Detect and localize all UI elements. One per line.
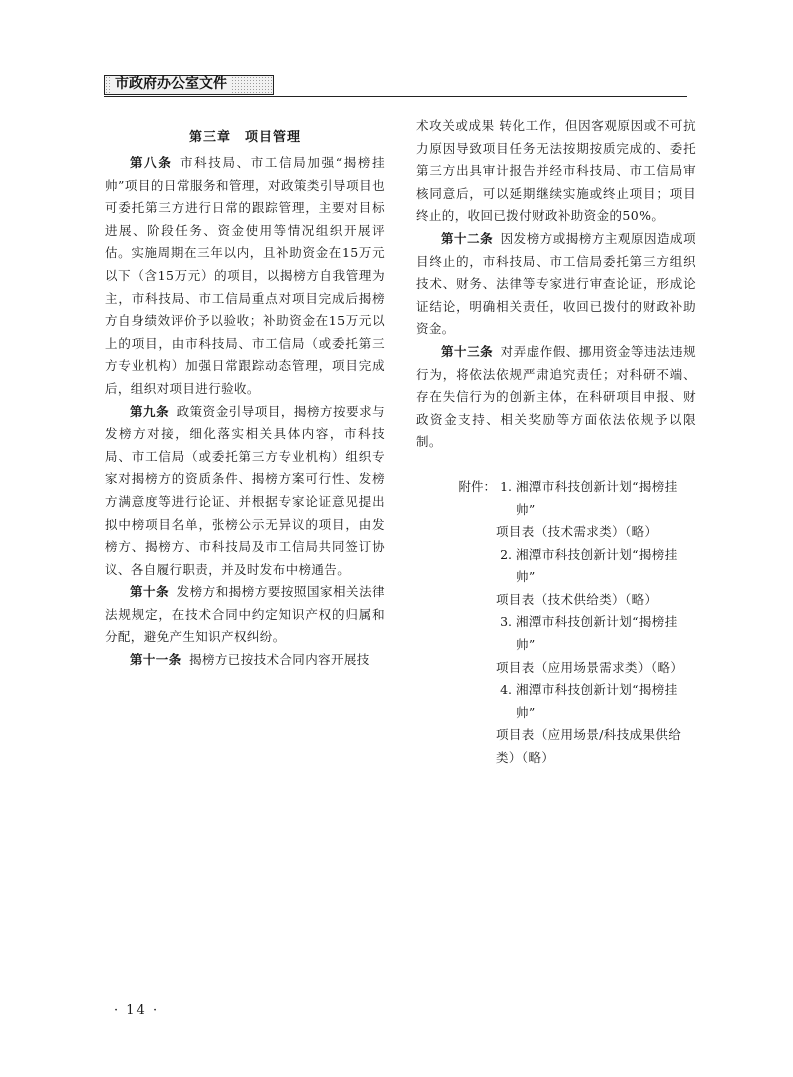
indent-spacer bbox=[416, 521, 496, 544]
article-12 bbox=[416, 228, 696, 341]
attachment-number: 3. bbox=[500, 614, 512, 630]
article-text: 发榜方和揭榜方要按照国家相关法律法规规定，在技术合同中约定知识产权的归属和分配，避免产生知识产权纠纷。 bbox=[105, 584, 386, 645]
article-11 bbox=[105, 649, 385, 672]
indent-spacer bbox=[416, 724, 496, 747]
indent-spacer bbox=[416, 657, 496, 680]
article-11-continuation: 术攻关或成果 转化工作，但因客观原因或不可抗力原因导致项目任务无法按期按质完成的、委托第三方出具审计报告并经市科技局、市工信局审核同意后，可以延期继续实施或终止项目；项目终止的，收回已拨付财政补助资金的50%。 bbox=[416, 118, 696, 224]
article-8 bbox=[105, 152, 385, 401]
article-text: 市科技局、市工信局加强“揭榜挂帅”项目的日常服务和管理，对政策类引导项目也可委托第三方进行日常的跟踪管理，主要对目标进展、阶段任务、资金使用等情况组织开展评估。实施周期在三年以内，且补助资金在15万元以下（含15万元）的项目，以揭榜方自我管理为主，市科技局、市工信局重点对项目完成后揭榜方自身绩效评价予以验收；补助资金在15万元以上的项目，由市科技局、市工信局（或委托第三方专业机构）加强日常跟踪动态管理，项目完成后，组织对项目进行验收。 bbox=[105, 155, 385, 396]
article-number: 第十一条 bbox=[130, 652, 182, 668]
article-number: 第十三条 bbox=[441, 343, 494, 359]
indent-spacer bbox=[416, 679, 496, 724]
article-number: 第九条 bbox=[130, 403, 170, 419]
indent-spacer bbox=[416, 544, 496, 589]
attachment-title: 项目表（应用场景/科技成果供给 bbox=[496, 727, 682, 743]
attachment-item bbox=[416, 476, 696, 521]
attachment-item bbox=[416, 544, 696, 589]
article-9 bbox=[105, 401, 385, 582]
attachment-item bbox=[416, 679, 696, 724]
header-title: 市政府办公室文件 bbox=[111, 76, 231, 93]
chapter-title: 第三章 项目管理 bbox=[188, 130, 301, 145]
article-number: 第八条 bbox=[130, 155, 173, 170]
attachment-title: 项目表（应用场景需求类）（略） bbox=[496, 659, 684, 675]
attachment-title: 湘潭市科技创新计划“揭榜挂帅” bbox=[516, 478, 678, 517]
attachment-title: 湘潭市科技创新计划“揭榜挂帅” bbox=[516, 546, 678, 585]
attachment-item-line bbox=[416, 657, 696, 680]
article-10 bbox=[105, 581, 385, 649]
article-text: 政策资金引导项目，揭榜方按要求与发榜方对接，细化落实相关具体内容，市科技局、市工信局（或委托第三方专业机构）组织专家对揭榜方的资质条件、揭榜方案可行性、发榜方满意度等进行论证、并根据专家论证意见提出拟中榜项目名单，张榜公示无异议的项目，由发榜方、揭榜方、市科技局及市工信局共同签订协议、各自履行职责，并及时发布中榜通告。 bbox=[105, 403, 386, 577]
header-rule bbox=[104, 96, 687, 97]
attachment-title: 湘潭市科技创新计划“揭榜挂帅” bbox=[516, 682, 678, 720]
article-text: 因发榜方或揭榜方主观原因造成项目终止的，市科技局、市工信局委托第三方组织技术、财务、法律等专家进行审查论证，形成论证结论，明确相关责任，收回已拨付的财政补助资金。 bbox=[416, 230, 696, 337]
article-number: 第十二条 bbox=[441, 230, 494, 246]
left-column bbox=[105, 118, 385, 672]
attachment-title: 项目表（技术供给类）（略） bbox=[496, 591, 658, 607]
attachments-list bbox=[416, 476, 696, 770]
article-text: 揭榜方已按技术合同内容开展技 bbox=[189, 652, 370, 668]
attachment-title: 类）（略） bbox=[496, 750, 555, 766]
attachment-number: 2. bbox=[500, 546, 512, 562]
attachment-item-line bbox=[416, 589, 696, 612]
indent-spacer bbox=[416, 611, 496, 656]
article-text: 对弄虚作假、挪用资金等违法违规行为，将依法依规严肃追究责任；对科研不端、存在失信行为的创新主体，在科研项目申报、财政资金支持、相关奖励等方面依法依规予以限制。 bbox=[416, 343, 696, 450]
attachment-title: 项目表（技术需求类）（略） bbox=[496, 524, 658, 540]
attachment-item-line bbox=[416, 521, 696, 544]
page-number: · 14 · bbox=[114, 1003, 160, 1018]
attachment-number: 4. bbox=[500, 682, 512, 698]
indent-spacer bbox=[416, 589, 496, 612]
attachment-item-line bbox=[416, 747, 696, 770]
article-13 bbox=[416, 341, 696, 454]
document-header bbox=[104, 75, 687, 95]
article-number: 第十条 bbox=[130, 584, 170, 600]
attachment-item bbox=[416, 611, 696, 656]
attachments-label: 附件： bbox=[458, 478, 496, 494]
attachment-title: 湘潭市科技创新计划“揭榜挂帅” bbox=[516, 614, 678, 653]
attachment-number: 1. bbox=[500, 478, 512, 494]
attachment-item-line bbox=[416, 724, 696, 747]
right-column bbox=[416, 115, 696, 770]
indent-spacer bbox=[416, 747, 496, 770]
